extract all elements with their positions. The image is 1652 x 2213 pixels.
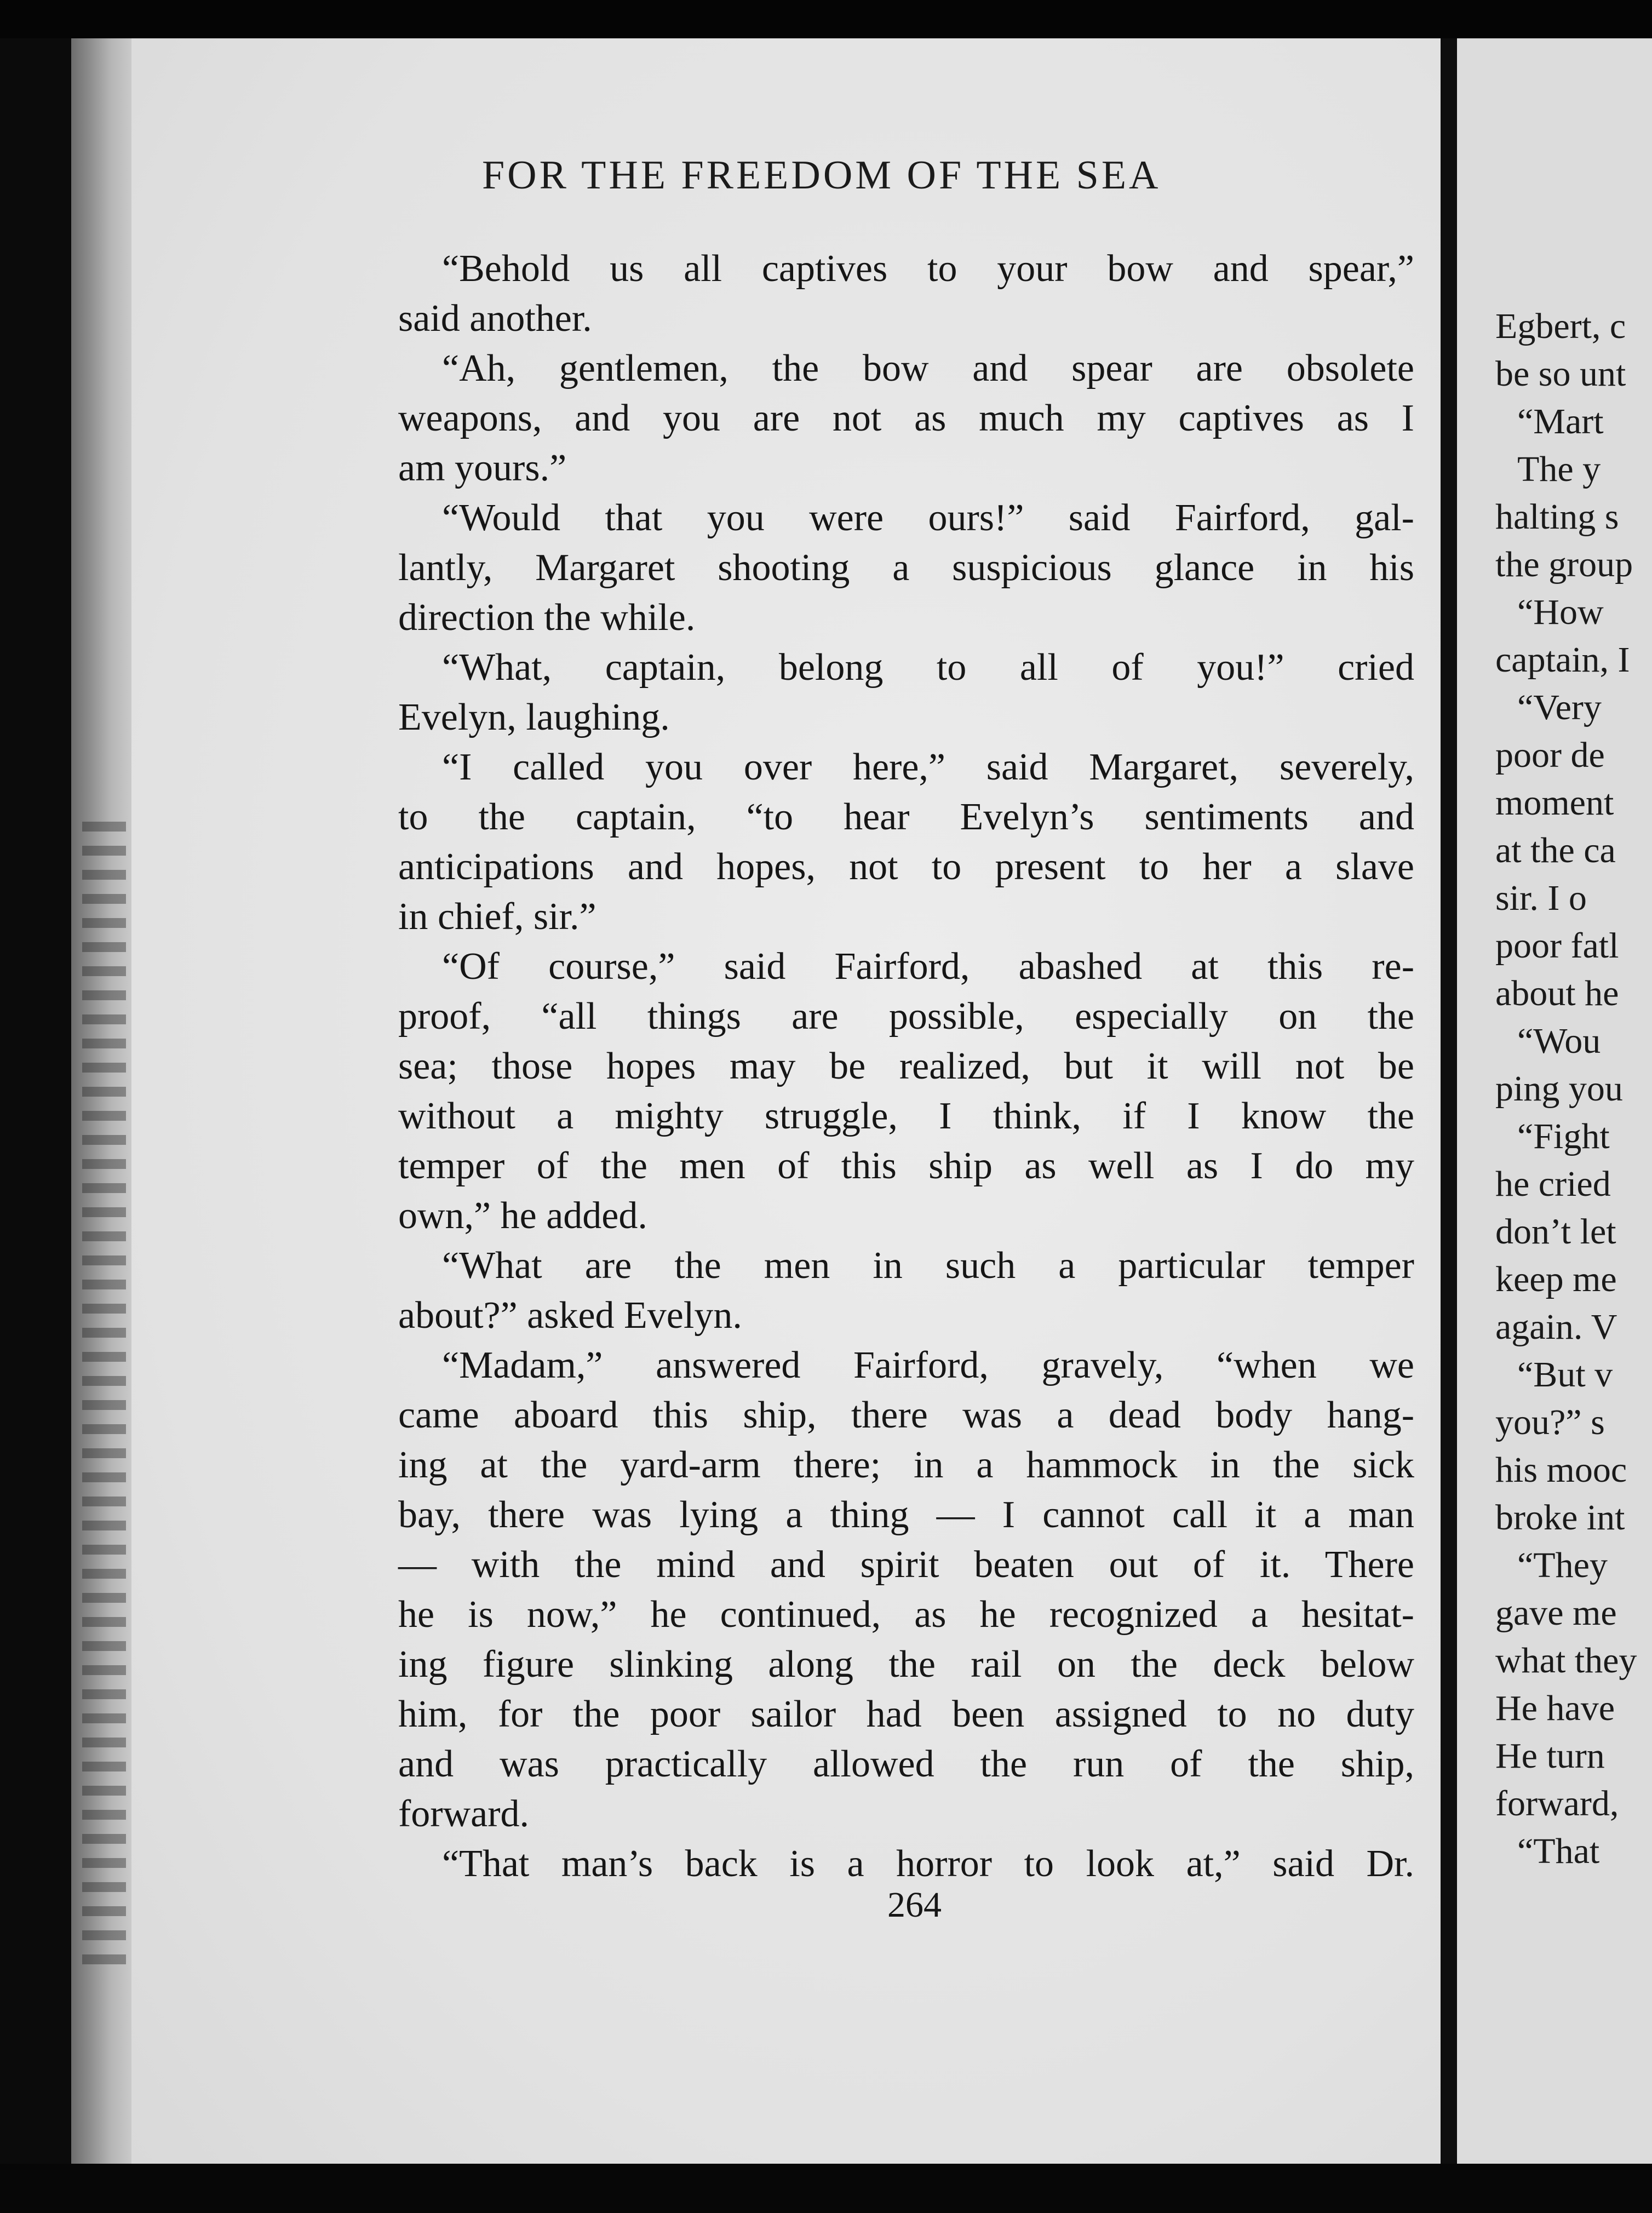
text-line: direction the while. <box>398 597 696 639</box>
page-number: 264 <box>887 1885 942 1925</box>
right-line: “Very <box>1517 687 1602 727</box>
right-line: about he <box>1495 973 1619 1013</box>
text-line: temper of the men of this ship as well as I do my <box>398 1145 1414 1187</box>
right-line: He have <box>1495 1688 1615 1728</box>
right-line: again. V <box>1495 1307 1617 1347</box>
text-line: anticipations and hopes, not to present to her a slave <box>398 846 1414 888</box>
text-line: proof, “all things are possible, especially on the <box>398 995 1414 1037</box>
right-line: “Mart <box>1517 402 1604 442</box>
right-line: poor fatl <box>1495 926 1619 966</box>
text-line: am yours.” <box>398 447 567 489</box>
right-line: The y <box>1517 449 1601 489</box>
text-line: about?” asked Evelyn. <box>398 1294 742 1337</box>
right-page-text <box>1495 302 1652 1875</box>
text-line: bay, there was lying a thing — I cannot call it a man <box>398 1494 1414 1536</box>
right-line: the group <box>1495 544 1633 584</box>
text-line: “Ah, gentlemen, the bow and spear are obsolete <box>442 347 1414 389</box>
right-line: “How <box>1517 592 1604 632</box>
right-line: broke int <box>1495 1498 1625 1538</box>
text-line: him, for the poor sailor had been assigned to no duty <box>398 1693 1414 1735</box>
text-line: “Would that you were ours!” said Fairford, gal- <box>442 497 1414 539</box>
right-line: gave me <box>1495 1593 1617 1633</box>
right-line: poor de <box>1495 735 1605 775</box>
right-line: forward, <box>1495 1784 1619 1824</box>
left-page-text <box>398 244 1414 1889</box>
text-line: ing figure slinking along the rail on the deck below <box>398 1643 1414 1685</box>
right-line: ping you <box>1495 1069 1623 1109</box>
right-line: “But v <box>1517 1355 1613 1395</box>
right-page <box>1457 38 1652 2164</box>
right-line: you?” s <box>1495 1402 1605 1442</box>
right-line: “That <box>1517 1831 1600 1871</box>
right-line: keep me <box>1495 1259 1617 1299</box>
text-line: weapons, and you are not as much my captives as I <box>398 397 1414 439</box>
text-line: to the captain, “to hear Evelyn’s sentiments and <box>398 796 1414 838</box>
right-line: “Wou <box>1517 1021 1601 1061</box>
scan-frame-top <box>0 0 1652 38</box>
right-line: halting s <box>1495 497 1619 537</box>
right-line: Egbert, c <box>1495 306 1626 346</box>
right-line: his mooc <box>1495 1450 1627 1490</box>
right-line: moment <box>1495 783 1614 823</box>
right-line: don’t let <box>1495 1212 1616 1252</box>
text-line: forward. <box>398 1793 530 1835</box>
text-line: and was practically allowed the run of the ship, <box>398 1743 1414 1785</box>
text-line: Evelyn, laughing. <box>398 696 670 738</box>
text-line: lantly, Margaret shooting a suspicious glance in his <box>398 547 1414 589</box>
text-line: ing at the yard-arm there; in a hammock in the sick <box>398 1444 1414 1486</box>
text-line: without a mighty struggle, I think, if I know the <box>398 1095 1414 1137</box>
text-line: “Madam,” answered Fairford, gravely, “when we <box>442 1344 1414 1386</box>
text-line: — with the mind and spirit beaten out of it. There <box>398 1544 1414 1586</box>
scan-frame-bottom <box>0 2164 1652 2213</box>
text-line: “That man’s back is a horror to look at,” said Dr. <box>442 1843 1414 1885</box>
text-line: “I called you over here,” said Margaret, severely, <box>442 746 1414 788</box>
text-line: “Of course,” said Fairford, abashed at this re- <box>442 945 1414 988</box>
text-line: in chief, sir.” <box>398 896 596 938</box>
text-line: sea; those hopes may be realized, but it will not be <box>398 1045 1414 1087</box>
right-line: He turn <box>1495 1736 1605 1776</box>
right-line: “Fight <box>1517 1116 1610 1156</box>
text-line: “What, captain, belong to all of you!” cried <box>442 646 1414 689</box>
right-line: what they <box>1495 1641 1637 1681</box>
right-line: “They <box>1517 1545 1608 1585</box>
right-line: at the ca <box>1495 830 1616 870</box>
text-line: he is now,” he continued, as he recognized a hesitat- <box>398 1593 1414 1636</box>
right-line: sir. I o <box>1495 878 1587 918</box>
text-line: said another. <box>398 297 592 340</box>
text-line: own,” he added. <box>398 1195 647 1237</box>
book-spine <box>1441 38 1457 2164</box>
right-line: be so unt <box>1495 354 1626 394</box>
right-line: captain, I <box>1495 640 1630 680</box>
right-line: he cried <box>1495 1164 1611 1204</box>
text-line: “What are the men in such a particular temper <box>442 1245 1414 1287</box>
running-head: FOR THE FREEDOM OF THE SEA <box>482 153 1161 198</box>
text-line: “Behold us all captives to your bow and spear,” <box>442 248 1414 290</box>
left-edge-marks <box>82 822 126 1972</box>
text-line: came aboard this ship, there was a dead body hang- <box>398 1394 1414 1436</box>
